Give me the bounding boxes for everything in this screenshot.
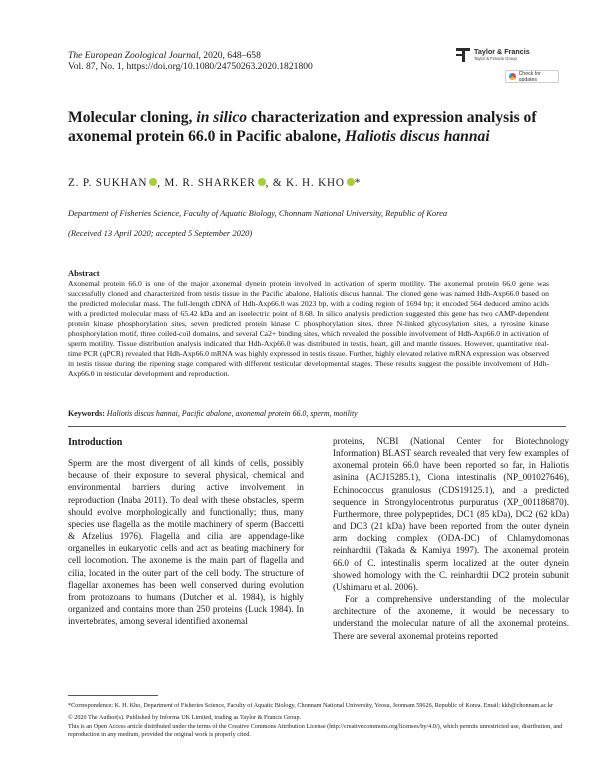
orcid-icon[interactable] <box>258 178 266 186</box>
journal-year-pages: , 2020, 648–658 <box>198 50 261 61</box>
publisher-name: Taylor & Francis <box>474 47 530 56</box>
body-paragraph: Sperm are the most divergent of all kinds of cells, possibly because of their exposure to several physical, chemical and environmental barriers during active involvement in reproduction (Inaba 2011). To deal with these obstacles, sperm should evolve morphologically and functionally; thus, many species use flagella as the motile machinery of sperm (Baccetti & Afzelius 1976). Flagella and cilia are appendage-like organelles in eukaryotic cells and act as beating machinery for cell locomotion. The axoneme is the main part of flagella and cilia, located in the outer part of the cell body. The structure of flagellar axonemes has been well conserved during evolution from protozoans to humans (Dutcher et al. 1984), is highly organized and contains more than 250 proteins (Luck 1984). In invertebrates, among several identified axonemal <box>68 458 304 627</box>
publisher-subname: Taylor & Francis Group <box>474 56 517 61</box>
received-accepted-dates: (Received 13 April 2020; accepted 5 September 2020) <box>68 228 253 238</box>
publisher-mark-icon <box>456 48 470 62</box>
publisher-logo[interactable] <box>456 44 556 66</box>
journal-volume-doi[interactable]: Vol. 87, No. 1, https://doi.org/10.1080/24750263.2020.1821800 <box>68 61 313 72</box>
check-for-updates-label: Check for updates <box>518 70 541 83</box>
body-column-right <box>333 435 569 642</box>
author-list <box>68 177 361 189</box>
introduction-heading: Introduction <box>68 437 123 448</box>
body-paragraph: For a comprehensive understanding of the molecular architecture of the axoneme, it would be necessary to understand the molecular nature of all the axonemal proteins. There are several axonemal proteins reported <box>333 594 569 641</box>
affiliation: Department of Fisheries Science, Faculty of Aquatic Biology, Chonnam National University, Republic of Korea <box>68 208 448 218</box>
author-name: Z. P. SUKHAN <box>68 177 148 189</box>
keywords <box>68 409 358 418</box>
copyright-note: © 2020 The Author(s). Published by Informa UK Limited, trading as Taylor & Francis Group. <box>68 714 302 722</box>
license-note: This is an Open Access article distributed under the terms of the Creative Commons Attribution License (http://creativecommons.org/licenses/by/4.0/), which permits unrestricted use, distribution, and reproduction in any medium, provided the original work is properly cited. <box>68 722 563 738</box>
check-for-updates-button[interactable] <box>505 70 559 83</box>
journal-name: The European Zoological Journal <box>68 50 199 61</box>
keywords-label: Keywords: <box>68 409 105 418</box>
corresponding-author-mark: * <box>354 177 362 189</box>
footnotes <box>68 702 564 739</box>
correspondence-note: *Correspondence: K. H. Kho, Department of Fisheries Science, Faculty of Aquatic Biology, Chonnam National University, Yeosu, Jeonnam 59626, Republic of Korea. Email: kkh@chonnam.ac.kr <box>68 702 554 709</box>
author-name: , M. R. SHARKER <box>157 177 256 189</box>
body-column-left <box>68 435 304 627</box>
article-title: Molecular cloning, in silico characterization and expression analysis of axonemal protein 66.0 in Pacific abalone, Haliotis discus hannai <box>68 109 537 145</box>
keywords-values: Haliotis discus hannai, Pacific abalone, axonemal protein 66.0, sperm, motility <box>104 409 358 418</box>
abstract-heading: Abstract <box>68 268 100 278</box>
footnote-divider <box>68 695 158 696</box>
body-paragraph: proteins, NCBI (National Center for Biotechnology Information) BLAST search revealed that very few examples of axonemal protein 66.0 have been reported so far, in Haliotis asinina (ACJ15285.1), Ciona intestinalis (NP_001027646), Echinococcus granulosus (CDS19125.1), and a predicted sequence in Strongylocentrotus purpuratus (XP_001186870). Furthermore, three polypeptides, DC1 (85 kDa), DC2 (62 kDa) and DC3 (21 kDa) have been reported from the outer dynein arm docking complex (ODA-DC) of Chlamydomonas reinhardtii (Takada & Kamiya 1997). The axonemal protein 66.0 of C. intestinalis sperm localized at the outer dynein showed homology with the C. reinhardtii DC2 protein subunit (Ushimaru et al. 2006). <box>333 436 569 592</box>
orcid-icon[interactable] <box>347 178 355 186</box>
abstract-text: Axonemal protein 66.0 is one of the major axonemal dynein protein involved in activation of sperm motility. The axonemal protein 66.0 gene was successfully cloned and characterized from testis tissue in the Pacific abalone, Haliotis discus hannai. The cloned gene was named Hdh-Axp66.0 based on the predicted molecular mass. The full-length cDNA of Hdh-Axp66.0 was 2023 bp, with a coding region of 1694 bp; it encoded 564 deduced amino acids with a predicted molecular mass of 65.42 kDa and an isoelectric point of 8.68. In silico analysis prediction suggested this gene has two cAMP-dependent protein kinase phosphorylation sites, seven predicted protein kinase C phosphorylation sites, three N-linked glycosylation sites, a tyrosine kinase phosphorylation motif, three coiled-coil domains, and several Ca2+ binding sites, which revealed the possible involvement of Hdh-Axp66.0 in activation of sperm motility. Tissue distribution analysis indicated that Hdh-Axp66.0 was distributed in testis, heart, gill and mantle tissues. However, quantitative real-time PCR (qPCR) revealed that Hdh-Axp66.0 mRNA was highly expressed in testis tissue. Further, highly elevated relative mRNA expression was observed in testis tissue during the ripening stage compared with different testicular developmental stages. These results suggest the possible involvement of Hdh-Axp66.0 in testicular development and reproduction. <box>68 279 549 378</box>
author-name: , & K. H. KHO <box>265 177 345 189</box>
keywords-divider <box>68 426 566 427</box>
crossmark-icon <box>509 73 516 80</box>
